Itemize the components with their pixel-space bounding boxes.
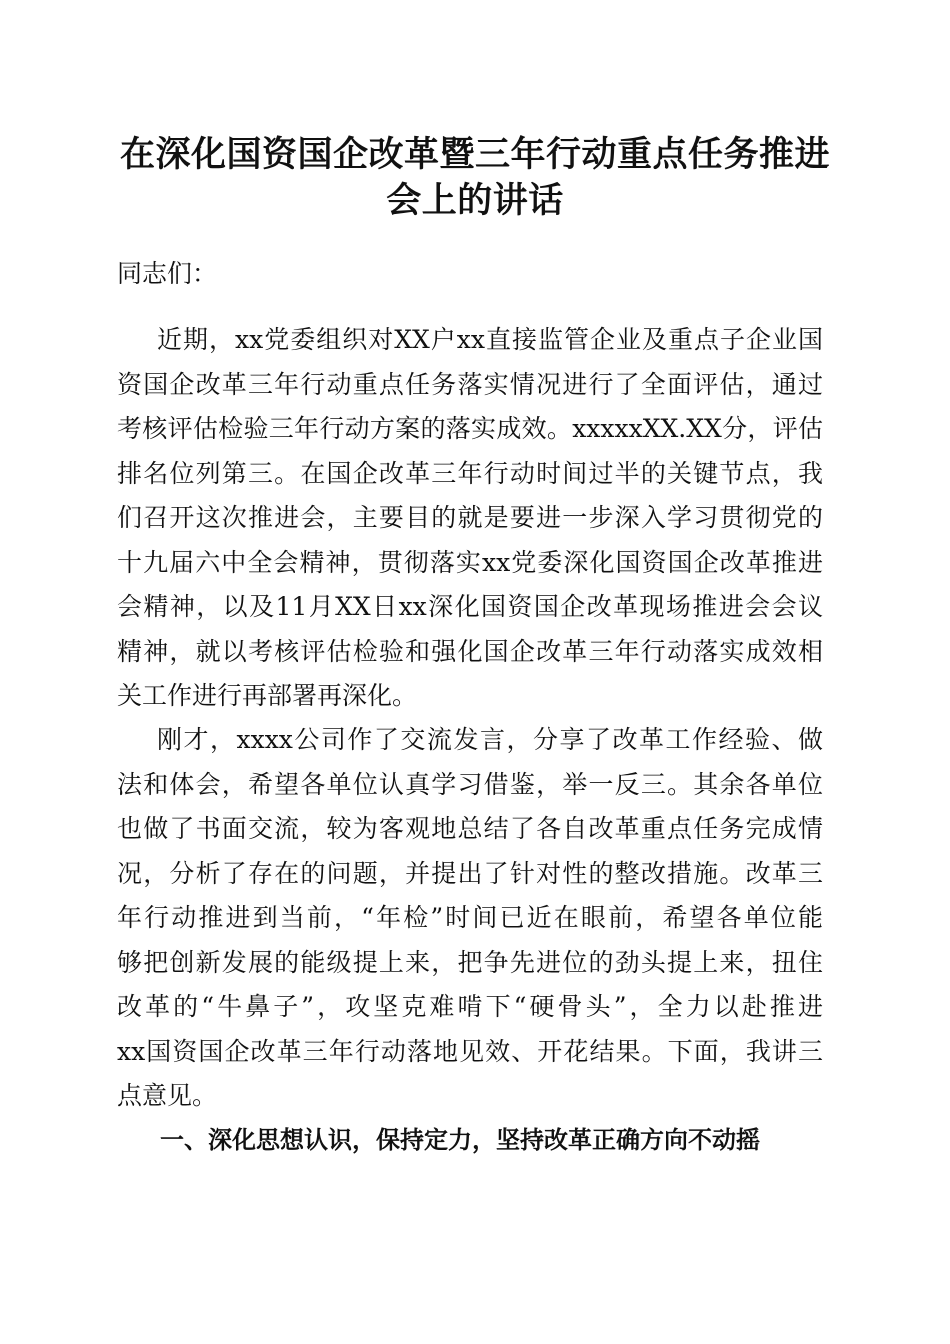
salutation: 同志们： [117,259,218,288]
paragraph-line: 年行动推进到当前，“年检”时间已近在眼前，希望各单位能 [117,903,823,932]
paragraph-line: xx国资国企改革三年行动落地见效、开花结果。下面，我讲三 [117,1036,823,1066]
paragraph-line: 法和体会，希望各单位认真学习借鉴，举一反三。其余各单位 [117,769,823,799]
section-heading: 一、深化思想认识，保持定力，坚持改革正确方向不动摇 [160,1126,760,1154]
title-line: 在深化国资国企改革暨三年行动重点任务推进 [119,134,830,175]
paragraph-line: 况，分析了存在的问题，并提出了针对性的整改措施。改革三 [117,858,823,888]
paragraph-exchange [117,718,823,1119]
paragraph-line: 十九届六中全会精神，贯彻落实xx党委深化国资国企改革推进 [117,547,823,577]
paragraph-line: 排名位列第三。在国企改革三年行动时间过半的关键节点，我 [117,458,823,488]
paragraph-intro [117,318,823,719]
title-line: 会上的讲话 [386,180,564,221]
paragraph-line: 刚才，xxxx公司作了交流发言，分享了改革工作经验、做 [157,725,823,754]
paragraph-line: 点意见。 [117,1081,218,1110]
paragraph-line: 近期，xx党委组织对XX户xx直接监管企业及重点子企业国 [157,325,823,354]
document-title [100,132,850,224]
paragraph-line: 们召开这次推进会，主要目的就是要进一步深入学习贯彻党的 [117,503,823,532]
paragraph-line: 资国企改革三年行动重点任务落实情况进行了全面评估，通过 [117,369,823,399]
paragraph-line: 会精神，以及11月XX日xx深化国资国企改革现场推进会会议 [117,592,823,621]
paragraph-line: 考核评估检验三年行动方案的落实成效。xxxxxXX.XX分，评估 [117,414,823,443]
paragraph-line: 改革的“牛鼻子”，攻坚克难啃下“硬骨头”，全力以赴推进 [117,992,823,1021]
paragraph-line: 精神，就以考核评估检验和强化国企改革三年行动落实成效相 [117,636,823,666]
paragraph-line: 关工作进行再部署再深化。 [117,681,418,710]
paragraph-line: 也做了书面交流，较为客观地总结了各自改革重点任务完成情 [117,814,823,843]
paragraph-line: 够把创新发展的能级提上来，把争先进位的劲头提上来，扭住 [117,947,823,977]
